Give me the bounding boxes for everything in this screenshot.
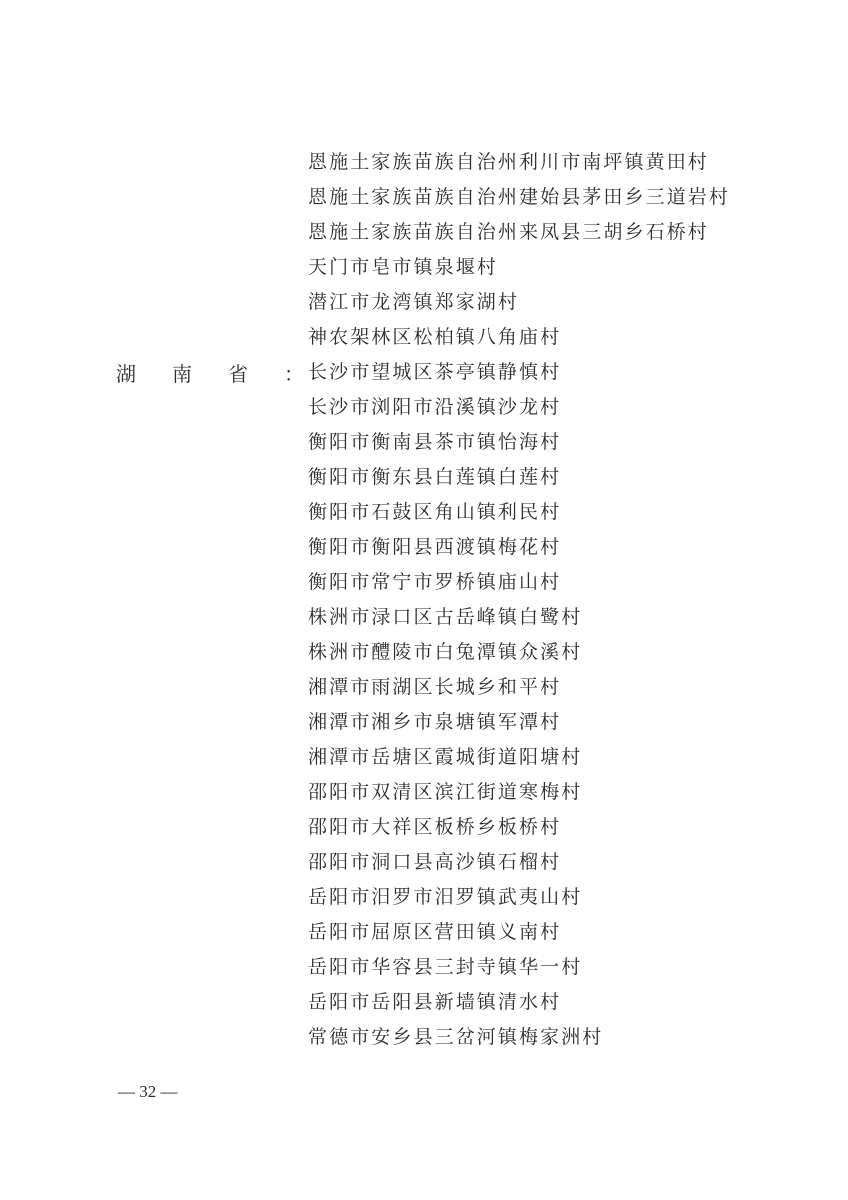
village-item: 湘潭市雨湖区长城乡和平村 <box>308 676 562 698</box>
village-item: 岳阳市屈原区营田镇义南村 <box>308 921 562 943</box>
village-item: 神农架林区松柏镇八角庙村 <box>308 326 562 348</box>
village-item: 岳阳市华容县三封寺镇华一村 <box>308 956 583 978</box>
village-item: 衡阳市常宁市罗桥镇庙山村 <box>308 571 562 593</box>
village-item: 衡阳市衡阳县西渡镇梅花村 <box>308 536 562 558</box>
village-item: 天门市皂市镇泉堰村 <box>308 256 498 278</box>
province-colon: ： <box>284 362 304 386</box>
province-char: 省 <box>228 362 248 386</box>
village-item: 长沙市浏阳市沿溪镇沙龙村 <box>308 396 562 418</box>
village-item: 长沙市望城区茶亭镇静慎村 <box>308 361 562 383</box>
village-item: 恩施土家族苗族自治州利川市南坪镇黄田村 <box>308 151 709 173</box>
village-item: 衡阳市石鼓区角山镇利民村 <box>308 501 562 523</box>
village-item: 衡阳市衡南县茶市镇怡海村 <box>308 431 562 453</box>
village-item: 恩施土家族苗族自治州来凤县三胡乡石桥村 <box>308 221 709 243</box>
village-item: 湘潭市湘乡市泉塘镇军潭村 <box>308 711 562 733</box>
village-item: 株洲市渌口区古岳峰镇白鹭村 <box>308 606 583 628</box>
village-item: 株洲市醴陵市白兔潭镇众溪村 <box>308 641 583 663</box>
village-item: 常德市安乡县三岔河镇梅家洲村 <box>308 1026 604 1048</box>
village-item: 岳阳市汨罗市汨罗镇武夷山村 <box>308 886 583 908</box>
village-item: 岳阳市岳阳县新墙镇清水村 <box>308 991 562 1013</box>
village-item: 邵阳市大祥区板桥乡板桥村 <box>308 816 562 838</box>
village-item: 恩施土家族苗族自治州建始县茅田乡三道岩村 <box>308 186 731 208</box>
province-char: 湖 <box>116 362 136 386</box>
page-number: — 32 — <box>118 1082 178 1101</box>
village-list <box>308 145 730 1055</box>
village-item: 潜江市龙湾镇郑家湖村 <box>308 291 520 313</box>
village-item: 邵阳市洞口县高沙镇石榴村 <box>308 851 562 873</box>
village-item: 邵阳市双清区滨江街道寒梅村 <box>308 781 583 803</box>
province-char: 南 <box>172 362 192 386</box>
province-label <box>116 357 304 392</box>
village-item: 湘潭市岳塘区霞城街道阳塘村 <box>308 746 583 768</box>
village-item: 衡阳市衡东县白莲镇白莲村 <box>308 466 562 488</box>
